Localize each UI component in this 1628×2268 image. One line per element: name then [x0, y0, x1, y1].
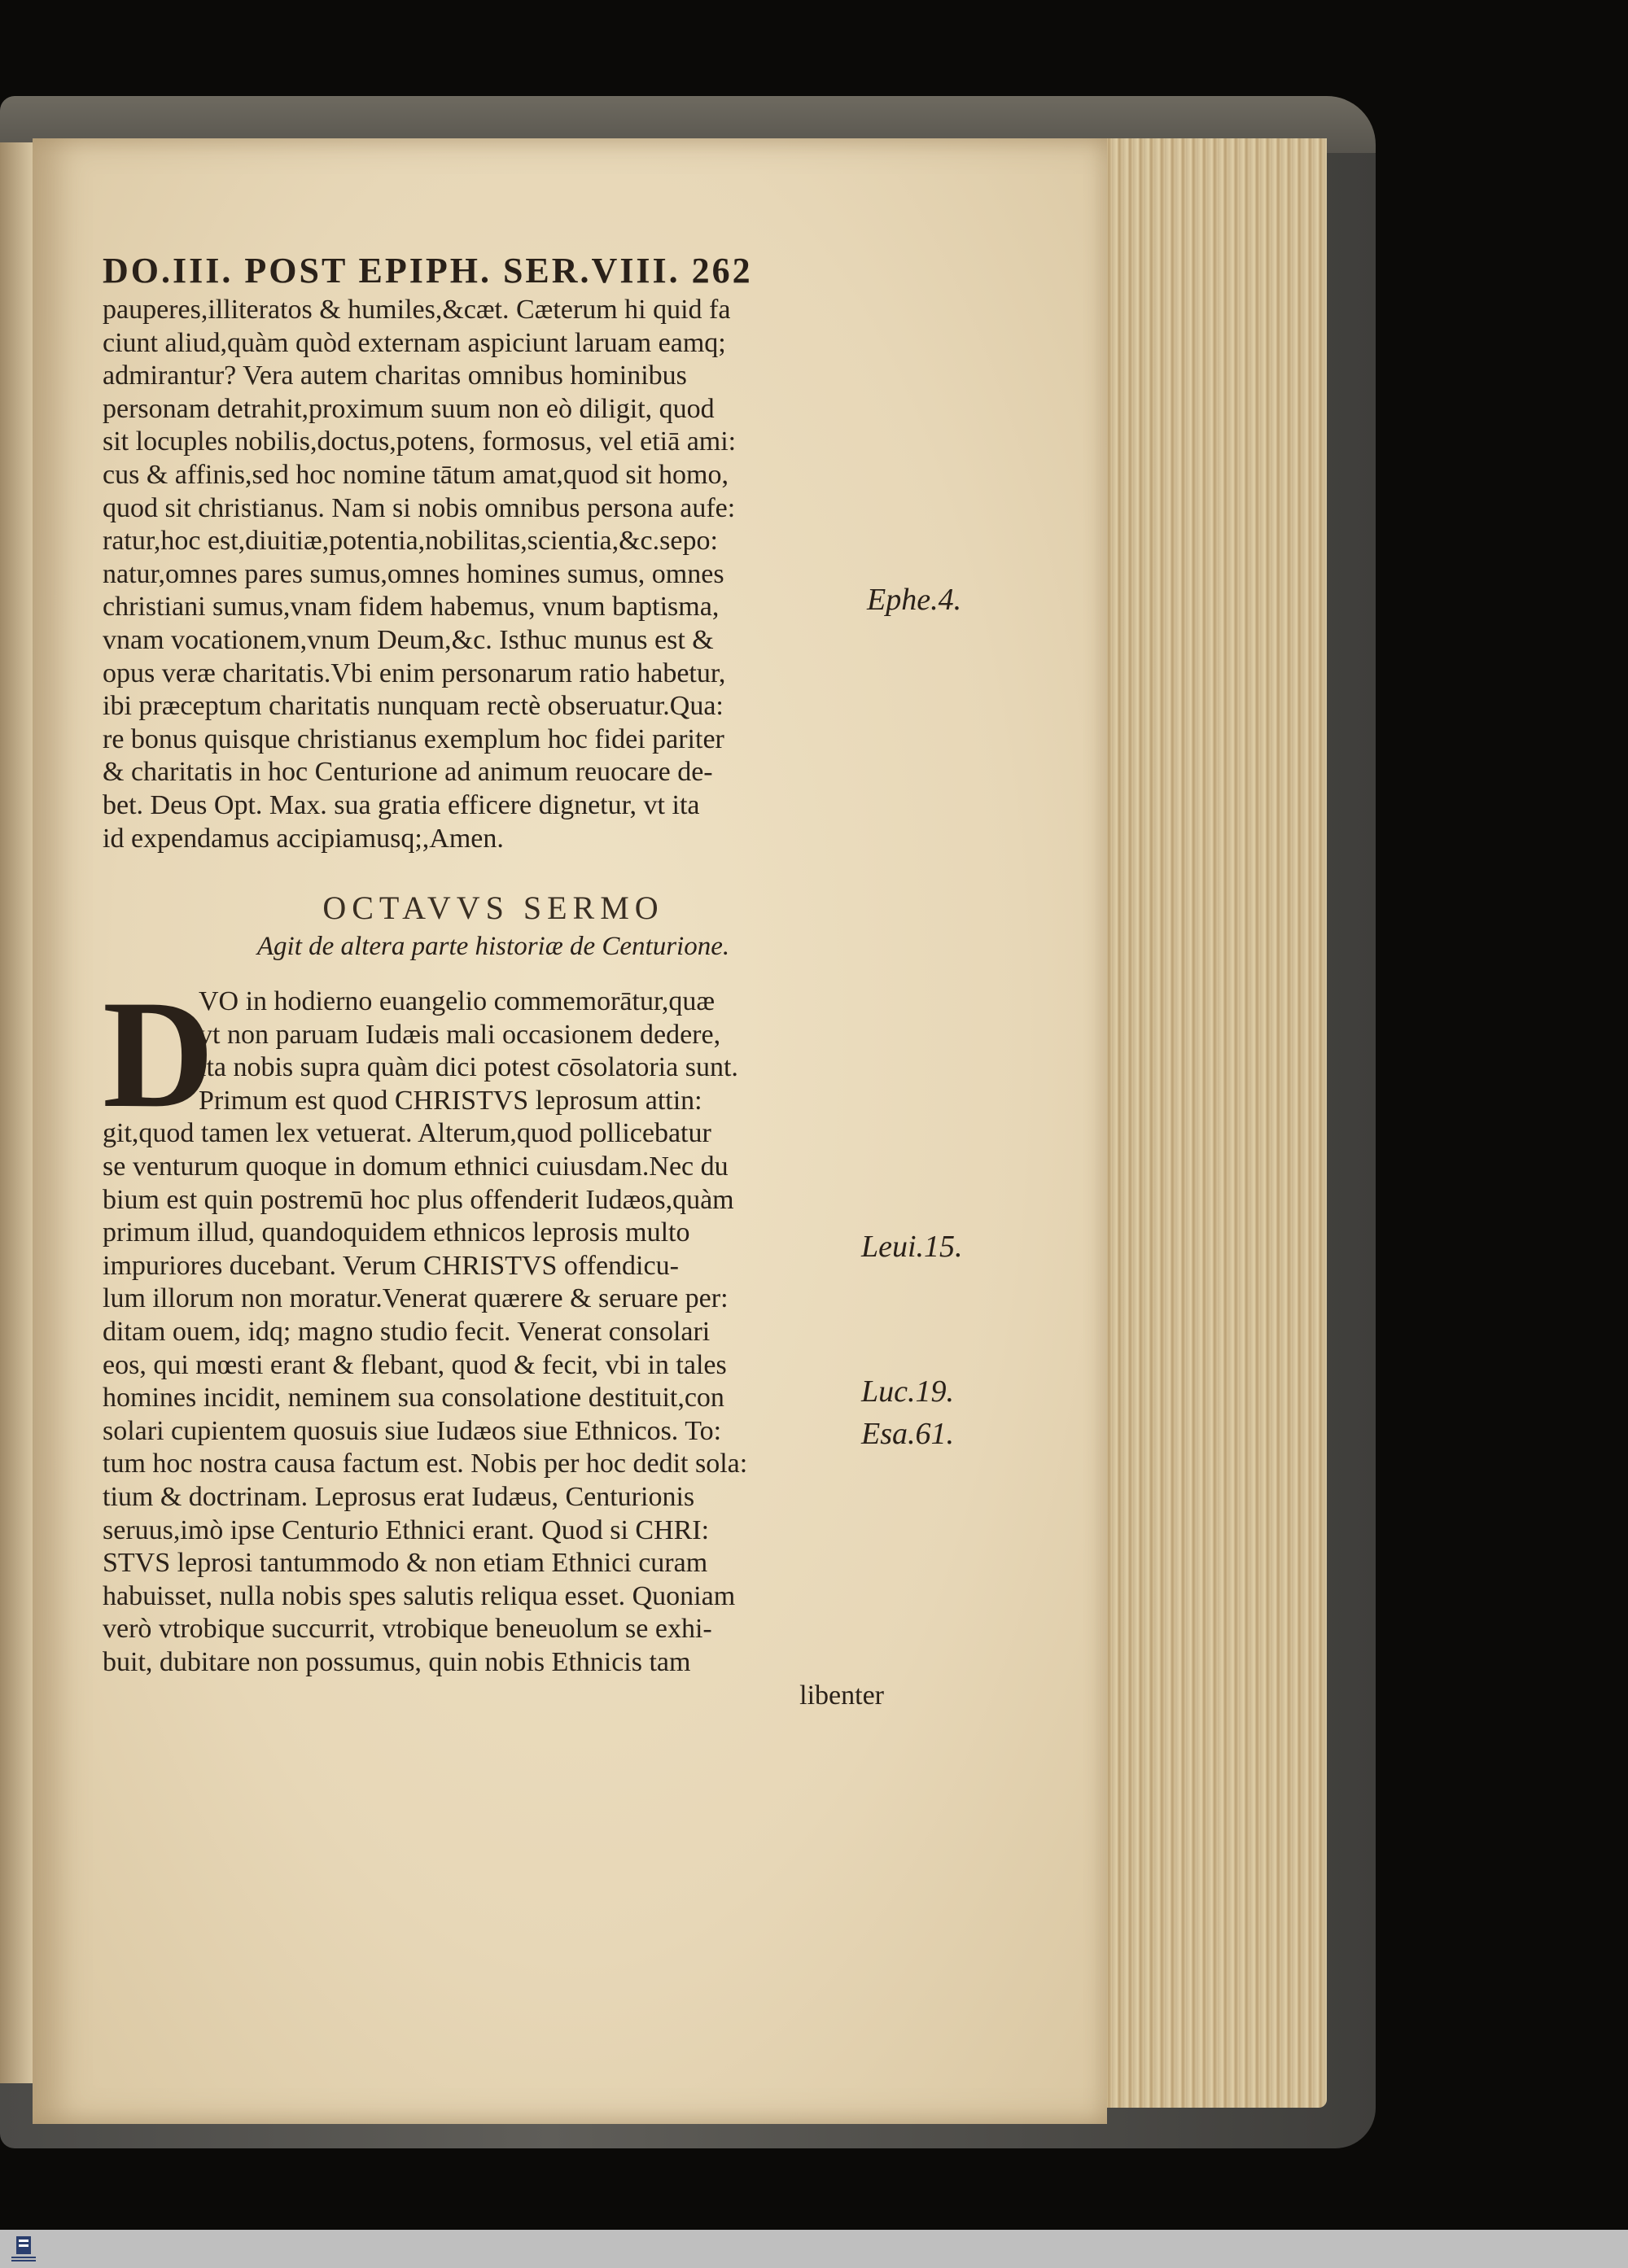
text-block-top [103, 294, 884, 855]
text-line: christiani sumus,vnam fidem habemus, vnum baptisma, [103, 592, 720, 623]
text-line: natur,omnes pares sumus,omnes homines sumus, omnes [103, 558, 724, 589]
margin-note-leui: Leui.15. [861, 1230, 963, 1264]
drop-cap: D [103, 969, 215, 1141]
text-line: re bonus quisque christianus exemplum hoc fidei pariter [103, 723, 724, 754]
text-line: bet. Deus Opt. Max. sua gratia efficere dignetur, vt ita [103, 789, 700, 820]
text-line: impuriores ducebant. Verum CHRISTVS offendicu- [103, 1250, 679, 1281]
text-line: buit, dubitare non possumus, quin nobis Ethnicis tam [103, 1646, 691, 1677]
viewer-footer-bar [0, 2230, 1628, 2268]
text-line: & charitatis in hoc Centurione ad animum reuocare de- [103, 757, 713, 788]
section-heading: OCTAVVS SERMO [322, 889, 664, 927]
running-header: DO.III. POST EPIPH. SER.VIII. 262 [103, 251, 753, 291]
catchword: libenter [799, 1680, 884, 1711]
text-line: quod sit christianus. Nam si nobis omnibus persona aufe: [103, 492, 736, 523]
text-line: admirantur? Vera autem charitas omnibus hominibus [103, 361, 687, 391]
text-line: eos, qui mœsti erant & flebant, quod & fecit, vbi in tales [103, 1349, 727, 1380]
text-line: ita nobis supra quàm dici potest cōsolatoria sunt. [199, 1052, 738, 1083]
margin-note-ephe: Ephe.4. [867, 583, 962, 617]
text-line: seruus,imò ipse Centurio Ethnici erant. Quod si CHRI: [103, 1514, 710, 1545]
section-subheading: Agit de altera parte historiæ de Centurione. [256, 932, 730, 962]
text-line: ratur,hoc est,diuitiæ,potentia,nobilitas,scientia,&c.sepo: [103, 526, 718, 557]
text-line: STVS leprosi tantummodo & non etiam Ethnici curam [103, 1548, 708, 1579]
text-line: ditam ouem, idq; magno studio fecit. Venerat consolari [103, 1317, 711, 1348]
text-line: id expendamus accipiamusq;,Amen. [103, 823, 504, 854]
text-line: vnam vocationem,vnum Deum,&c. Isthuc munus est & [103, 624, 714, 655]
text-line: lum illorum non moratur.Venerat quærere & seruare per: [103, 1283, 729, 1314]
text-line: tum hoc nostra causa factum est. Nobis per hoc dedit sola: [103, 1449, 748, 1479]
text-line: Primum est quod CHRISTVS leprosum attin: [199, 1085, 702, 1116]
text-line: pauperes,illiteratos & humiles,&cæt. Cæterum hi quid fa [103, 295, 731, 325]
text-line: ciunt aliud,quàm quòd externam aspiciunt laruam eamq; [103, 327, 726, 358]
text-line: bium est quin postremū hoc plus offenderit Iudæos,quàm [103, 1184, 734, 1215]
text-line: sit locuples nobilis,doctus,potens, formosus, vel etiā ami: [103, 426, 737, 457]
page-edges [1091, 138, 1327, 2108]
text-line: solari cupientem quosuis siue Iudæos siue Ethnicos. To: [103, 1415, 722, 1446]
text-block-bottom [103, 1117, 884, 1679]
text-line: personam detrahit,proximum suum non eò diligit, quod [103, 393, 715, 424]
text-line: tium & doctrinam. Leprosus erat Iudæus, Centurionis [103, 1482, 695, 1512]
text-line: homines incidit, neminem sua consolatione destituit,con [103, 1383, 724, 1414]
text-line: se venturum quoque in domum ethnici cuiusdam.Nec du [103, 1151, 729, 1182]
text-line: git,quod tamen lex vetuerat. Alterum,quod pollicebatur [103, 1118, 711, 1149]
text-line: primum illud, quandoquidem ethnicos leprosis multo [103, 1217, 690, 1248]
text-line: habuisset, nulla nobis spes salutis reliqua esset. Quoniam [103, 1580, 736, 1611]
text-line: VO in hodierno euangelio commemorātur,quæ [199, 986, 716, 1017]
text-line: opus veræ charitatis.Vbi enim personarum ratio habetur, [103, 658, 726, 688]
margin-note-luc: Luc.19. [861, 1374, 954, 1409]
left-page-edge [0, 142, 34, 2083]
book-page [33, 138, 1107, 2124]
text-line: ibi præceptum charitatis nunquam rectè obseruatur.Qua: [103, 691, 724, 722]
text-line: cus & affinis,sed hoc nomine tātum amat,quod sit homo, [103, 459, 729, 490]
text-line: verò vtrobique succurrit, vtrobique beneuolum se exhi- [103, 1614, 712, 1645]
dropcap-lines [103, 985, 884, 1117]
library-logo-icon [10, 2235, 37, 2264]
text-line: vt non paruam Iudæis mali occasionem dedere, [199, 1019, 721, 1050]
page-text [103, 248, 884, 1712]
margin-note-esa: Esa.61. [861, 1417, 954, 1451]
